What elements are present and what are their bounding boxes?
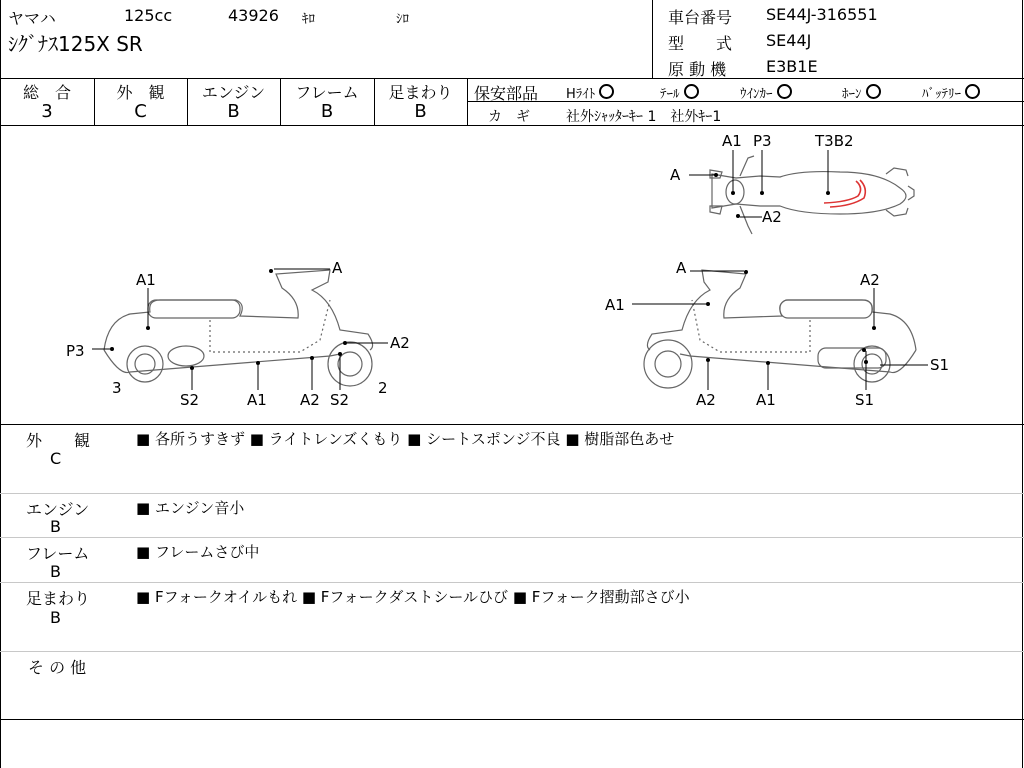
safety-item-label: ﾊﾞｯﾃﾘｰ (922, 87, 961, 102)
score-suspension: B (414, 101, 427, 122)
score-header-exterior: 外 観 (116, 83, 165, 102)
score-header-suspension: 足まわり (388, 83, 453, 102)
diag-label: 3 (112, 379, 122, 397)
mileage: 43926 (228, 6, 279, 25)
engine-value: E3B1E (766, 57, 818, 76)
diag-label: A2 (860, 271, 880, 289)
diag-label: A1 (605, 296, 625, 314)
remark-label-frame: フレーム (26, 544, 90, 563)
safety-item-label: Hﾗｲﾄ (566, 87, 596, 102)
safety-item-battery (922, 83, 980, 102)
remark-label-exterior: 外 観 (26, 431, 91, 450)
remark-divider (0, 651, 1024, 652)
safety-item-label: ﾃｰﾙ (660, 87, 680, 102)
diag-label: A2 (390, 334, 410, 352)
frame-no-label: 車台番号 (668, 8, 733, 27)
remark-divider (0, 582, 1024, 583)
color: ｼﾛ (396, 12, 409, 27)
ok-circle-icon (866, 84, 881, 99)
safety-item-headlight (566, 83, 614, 102)
diag-label: A2 (762, 208, 782, 226)
diag-label: S1 (930, 356, 950, 374)
damage-diagram (0, 126, 1024, 424)
tear-mark (824, 180, 865, 207)
diag-label: P3 (753, 132, 772, 150)
ok-circle-icon (965, 84, 980, 99)
score-divider (467, 78, 468, 125)
model-name: ｼｸﾞﾅｽ125X SR (8, 32, 143, 56)
remark-grade-frame: B (50, 562, 61, 581)
remark-text-frame: ■ フレームさび中 (136, 543, 260, 561)
mileage-unit: ｷﾛ (302, 12, 315, 27)
ok-circle-icon (684, 84, 699, 99)
diag-label: 2 (378, 379, 388, 397)
score-exterior: C (134, 101, 147, 122)
remark-label-other: そ の 他 (28, 658, 87, 677)
score-header-engine: エンジン (201, 83, 266, 102)
diag-label: A2 (696, 391, 716, 409)
safety-label: 保安部品 (474, 84, 539, 103)
remark-divider (0, 493, 1024, 494)
remark-text-exterior: ■ 各所うすきず ■ ライトレンズくもり ■ シートスポンジ不良 ■ 樹脂部色あせ (136, 430, 675, 448)
diag-label: S2 (180, 391, 200, 409)
remark-grade-exterior: C (50, 449, 62, 468)
diag-label: A1 (756, 391, 776, 409)
key-label: カ ギ (488, 109, 530, 125)
diag-label: A1 (136, 271, 156, 289)
top-view-scooter (710, 156, 914, 234)
remark-text-engine: ■ エンジン音小 (136, 499, 245, 517)
diag-label: A (332, 259, 343, 277)
type-label: 型 式 (668, 34, 733, 53)
type-value: SE44J (766, 31, 812, 50)
displacement: 125cc (124, 6, 173, 25)
diag-label: A1 (722, 132, 742, 150)
diag-label: A2 (300, 391, 320, 409)
key-value: 社外ｼｬｯﾀｰｷｰ 1 社外ｷｰ1 (566, 109, 722, 125)
score-engine: B (227, 101, 240, 122)
remark-label-suspension: 足まわり (26, 589, 91, 608)
safety-item-winker (740, 83, 792, 102)
score-header-overall: 総 合 (22, 83, 71, 102)
diagram-bottom-line (0, 424, 1024, 425)
remark-divider (0, 537, 1024, 538)
remark-grade-suspension: B (50, 608, 61, 627)
frame-no: SE44J-316551 (766, 5, 878, 24)
safety-item-horn (842, 83, 881, 102)
diag-label: S2 (330, 391, 350, 409)
maker: ヤマハ (8, 9, 56, 28)
remarks-bottom-line (0, 719, 1024, 720)
ok-circle-icon (777, 84, 792, 99)
remark-grade-engine: B (50, 517, 61, 536)
diag-label: P3 (66, 342, 85, 360)
score-header-frame: フレーム (295, 83, 359, 102)
safety-item-label: ｳｲﾝｶｰ (740, 87, 773, 102)
diag-label: S1 (855, 391, 875, 409)
ok-circle-icon (599, 84, 614, 99)
diag-label: T3B2 (815, 132, 854, 150)
header-divider (652, 0, 653, 78)
safety-item-label: ﾎｰﾝ (842, 87, 862, 102)
remark-label-engine: エンジン (26, 500, 90, 519)
safety-item-tail (660, 83, 699, 102)
header-bottom-line (0, 78, 1024, 79)
engine-label: 原 動 機 (668, 60, 727, 79)
diag-label: A (676, 259, 687, 277)
score-overall: 3 (41, 101, 53, 122)
remark-text-suspension: ■ Fフォークオイルもれ ■ Fフォークダストシールひび ■ Fフォーク摺動部さび小 (136, 588, 690, 606)
diag-label: A1 (247, 391, 267, 409)
score-frame: B (320, 101, 334, 122)
diag-label: A (670, 166, 681, 184)
